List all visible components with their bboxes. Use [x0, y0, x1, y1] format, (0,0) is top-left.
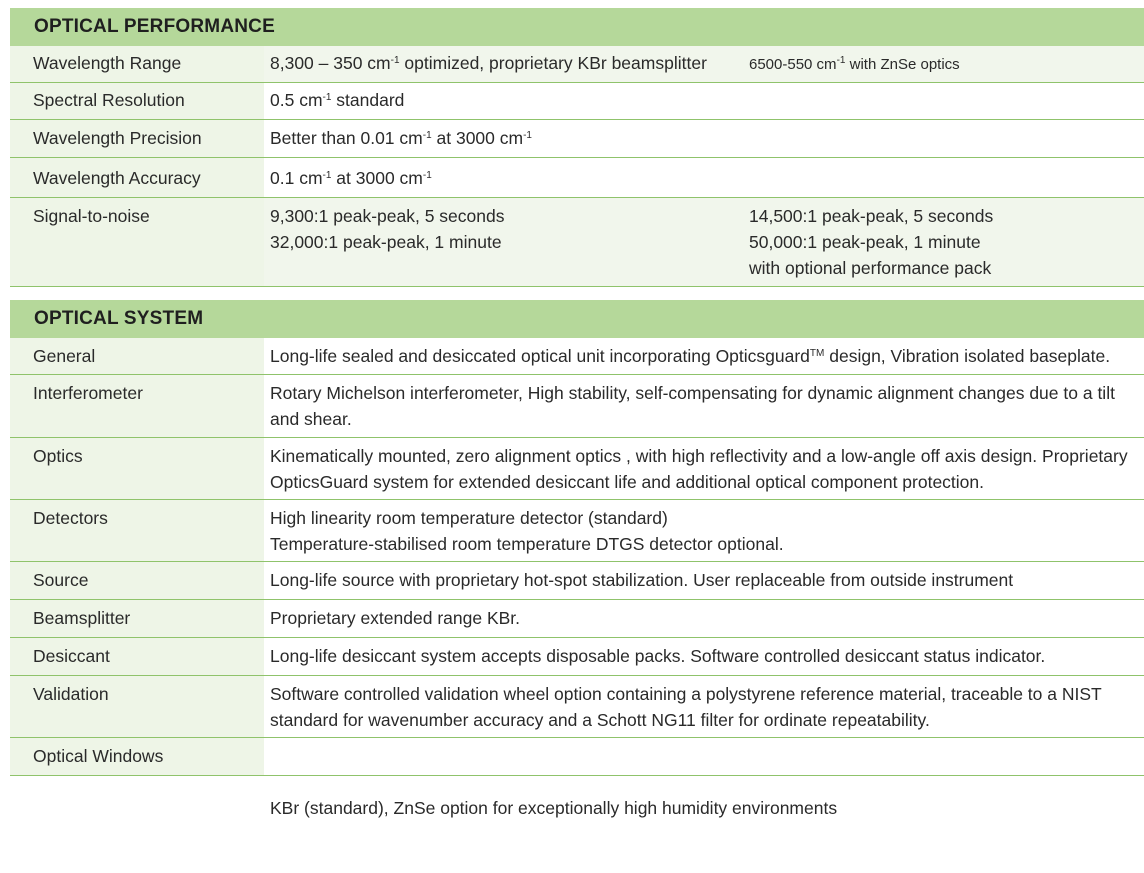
spec-label: Interferometer — [10, 375, 264, 437]
spec-value: 0.5 $cm^{-1}$ standard — [270, 90, 405, 110]
spec-value: Long-life source with proprietary hot-spot stabilization. User replaceable from outside instrument — [270, 570, 1014, 590]
spec-label: Signal-to-noise — [10, 198, 264, 286]
spec-value-alt: 6500-550 $cm^{-1}$ with ZnSe optics — [740, 46, 1144, 82]
spec-row-validation — [10, 676, 1144, 738]
spec-row-general — [10, 338, 1144, 375]
spec-value: 8,300 – 350 $cm^{-1}$ optimized, proprietary KBr beamsplitter — [264, 46, 740, 82]
spec-row-detectors — [10, 500, 1144, 562]
spec-label: Desiccant — [10, 638, 264, 675]
spec-value: Software controlled validation wheel option containing a polystyrene reference material, traceable to a NIST standard for wavenumber accuracy and a Schott NG11 filter for ordinate repeatability. — [270, 684, 1102, 730]
section-header: OPTICAL PERFORMANCE — [10, 8, 1144, 46]
spec-row-optics — [10, 438, 1144, 500]
spec-row-interferometer — [10, 375, 1144, 438]
spec-value: 9,300:1 peak-peak, 5 seconds 32,000:1 peak-peak, 1 minute — [264, 198, 740, 286]
spec-row-desiccant — [10, 638, 1144, 676]
spec-row-source — [10, 562, 1144, 600]
spec-label: Wavelength Range — [10, 46, 264, 82]
spec-row-signal-to-noise — [10, 198, 1144, 287]
spec-label: Optical Windows — [10, 738, 264, 775]
spec-label: Beamsplitter — [10, 600, 264, 637]
spec-value: Long-life desiccant system accepts disposable packs. Software controlled desiccant status indicator. — [270, 646, 1046, 666]
spec-label: Source — [10, 562, 264, 599]
spec-value: 0.1 $cm^{-1}$ at 3000 $cm^{-1}$ — [270, 168, 432, 188]
spec-value: KBr (standard), ZnSe option for exceptionally high humidity environments — [270, 798, 838, 818]
spec-row-wavelength-range — [10, 46, 1144, 83]
spec-label: Optics — [10, 438, 264, 499]
spec-value: Better than 0.01 $cm^{-1}$ at 3000 $cm^{-1}$ — [270, 128, 532, 148]
spec-label: Wavelength Precision — [10, 120, 264, 157]
spec-row-optical-windows — [10, 738, 1144, 818]
spec-label: Detectors — [10, 500, 264, 561]
spec-label: Spectral Resolution — [10, 83, 264, 119]
spec-label: Validation — [10, 676, 264, 737]
spec-value: Kinematically mounted, zero alignment optics , with high reflectivity and a low-angle off axis design. Proprietary OpticsGuard system for extended desiccant life and additional optical component protection. — [270, 446, 1128, 492]
spec-row-beamsplitter — [10, 600, 1144, 638]
spec-value: Proprietary extended range KBr. — [270, 608, 521, 628]
spec-label: Wavelength Accuracy — [10, 158, 264, 197]
section-header: OPTICAL SYSTEM — [10, 300, 1144, 338]
spec-value: Long-life sealed and desiccated optical unit incorporating Opticsguard™ design, Vibration isolated baseplate. — [270, 346, 1111, 366]
optical-performance-section — [10, 8, 1144, 287]
spec-value-alt: 14,500:1 peak-peak, 5 seconds 50,000:1 peak-peak, 1 minute with optional performance pack — [740, 198, 1144, 286]
spec-row-wavelength-accuracy — [10, 158, 1144, 198]
spec-label: General — [10, 338, 264, 374]
spec-value: Rotary Michelson interferometer, High stability, self-compensating for dynamic alignment changes due to a tilt and shear. — [270, 383, 1115, 429]
spec-value: High linearity room temperature detector (standard) Temperature-stabilised room temperature DTGS detector optional. — [270, 508, 784, 554]
optical-system-section — [10, 300, 1144, 818]
spec-row-spectral-resolution — [10, 83, 1144, 120]
spec-row-wavelength-precision — [10, 120, 1144, 158]
